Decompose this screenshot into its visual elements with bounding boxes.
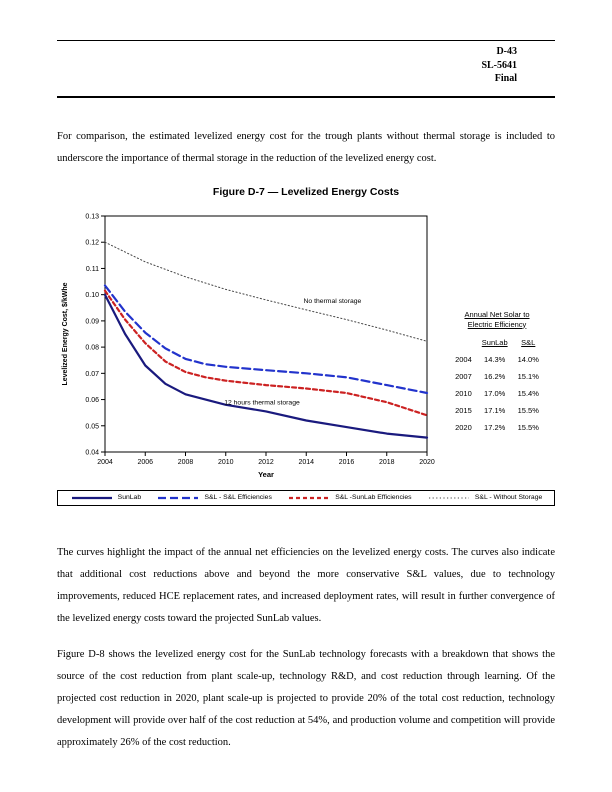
y-tick-label: 0.08	[85, 344, 99, 352]
figure-d7	[57, 186, 555, 506]
y-tick-label: 0.06	[85, 396, 99, 404]
y-tick-label: 0.05	[85, 422, 99, 430]
legend-item	[70, 494, 141, 502]
x-tick-label: 2004	[97, 458, 113, 466]
x-tick-label: 2016	[338, 458, 355, 466]
series-line	[105, 242, 427, 341]
x-tick-label: 2014	[298, 458, 315, 466]
efficiency-row: 2010 17.0% 15.4%	[455, 388, 539, 398]
efficiency-values-table	[450, 338, 544, 436]
y-tick-label: 0.07	[85, 370, 99, 378]
x-tick-label: 2012	[258, 458, 274, 466]
chart-legend	[57, 490, 555, 506]
y-tick-label: 0.11	[85, 265, 99, 273]
chart-annotation: 12 hours thermal storage	[224, 398, 300, 406]
legend-line-sample	[427, 494, 471, 502]
legend-line-sample	[156, 494, 200, 502]
efficiency-table	[437, 310, 557, 436]
x-tick-label: 2006	[137, 458, 154, 466]
doc-status: Final	[494, 73, 517, 84]
paragraph-curves: The curves highlight the impact of the annual net efficiencies on the levelized energy costs. The curves also indicate that additional cost reductions above and beyond the more conservative S&L values, due to technology improvements, reduced HCE replacement rates, and increased deployment rates, will result in further convergence of the levelized energy costs toward the projected SunLab values.	[57, 546, 555, 624]
legend-item	[427, 494, 542, 502]
x-tick-label: 2008	[177, 458, 194, 466]
efficiency-title-line2: Electric Efficiency	[467, 319, 527, 329]
series-line	[105, 294, 427, 437]
plot-frame	[105, 216, 427, 452]
header-rule-top	[57, 40, 555, 41]
header-rule-bottom	[57, 96, 555, 98]
paragraph-intro: For comparison, the estimated levelized energy cost for the trough plants without thermal storage is included to underscore the importance of thermal storage in the reduction of the levelized energy cost.	[57, 130, 555, 164]
legend-label: S&L - S&L Efficiencies	[204, 494, 272, 501]
legend-label: S&L -SunLab Efficiencies	[335, 494, 412, 501]
x-tick-label: 2010	[217, 458, 234, 466]
page-header	[57, 45, 555, 86]
legend-item	[287, 494, 411, 502]
y-tick-label: 0.12	[85, 239, 99, 247]
x-axis-label: Year	[258, 469, 274, 479]
legend-item	[156, 494, 271, 502]
efficiency-title-line1: Annual Net Solar to	[464, 309, 530, 319]
y-tick-label: 0.04	[85, 449, 99, 456]
efficiency-row: 2007 16.2% 15.1%	[455, 371, 539, 381]
legend-line-sample	[287, 494, 331, 502]
efficiency-row: 2020 17.2% 15.5%	[455, 422, 539, 432]
legend-label: S&L - Without Storage	[474, 494, 543, 501]
doc-number: D-43	[496, 46, 517, 57]
paragraph-figure-d8: Figure D-8 shows the levelized energy cost for the SunLab technology forecasts with a breakdown that shows the source of the cost reduction from plant scale-up, technology R&D, and cost reduction through learning. Of the projected cost reduction in 2020, plant scale-up is projected to provide 20% of the total cost reduction, technology development will provide over half of the cost reduction at 54%, and production volume and competition will provide approximately 26% of the cost reduction.	[57, 648, 555, 748]
series-line	[105, 285, 427, 393]
y-tick-label: 0.10	[85, 291, 99, 299]
figure-title: Figure D-7 — Levelized Energy Costs	[212, 185, 400, 198]
y-axis-label: Levelized Energy Cost, $/kWhe	[62, 281, 69, 386]
y-tick-label: 0.09	[85, 317, 99, 325]
y-tick-label: 0.13	[85, 213, 99, 220]
efficiency-header-row	[450, 338, 544, 351]
x-tick-label: 2020	[419, 458, 435, 466]
legend-line-sample	[70, 494, 114, 502]
figure-body	[57, 206, 555, 484]
efficiency-col-sl: S&L	[521, 337, 536, 347]
efficiency-col-sunlab: SunLab	[481, 337, 508, 347]
levelized-energy-cost-chart	[57, 206, 437, 484]
legend-label: SunLab	[117, 494, 142, 501]
chart-annotation: No thermal storage	[303, 297, 362, 305]
efficiency-table-title	[437, 310, 557, 330]
efficiency-row: 2004 14.3% 14.0%	[455, 354, 539, 364]
report-number: SL-5641	[481, 59, 517, 71]
x-tick-label: 2018	[378, 458, 395, 466]
efficiency-row: 2015 17.1% 15.5%	[455, 405, 539, 415]
efficiency-col-year	[450, 338, 477, 351]
series-line	[105, 290, 427, 415]
